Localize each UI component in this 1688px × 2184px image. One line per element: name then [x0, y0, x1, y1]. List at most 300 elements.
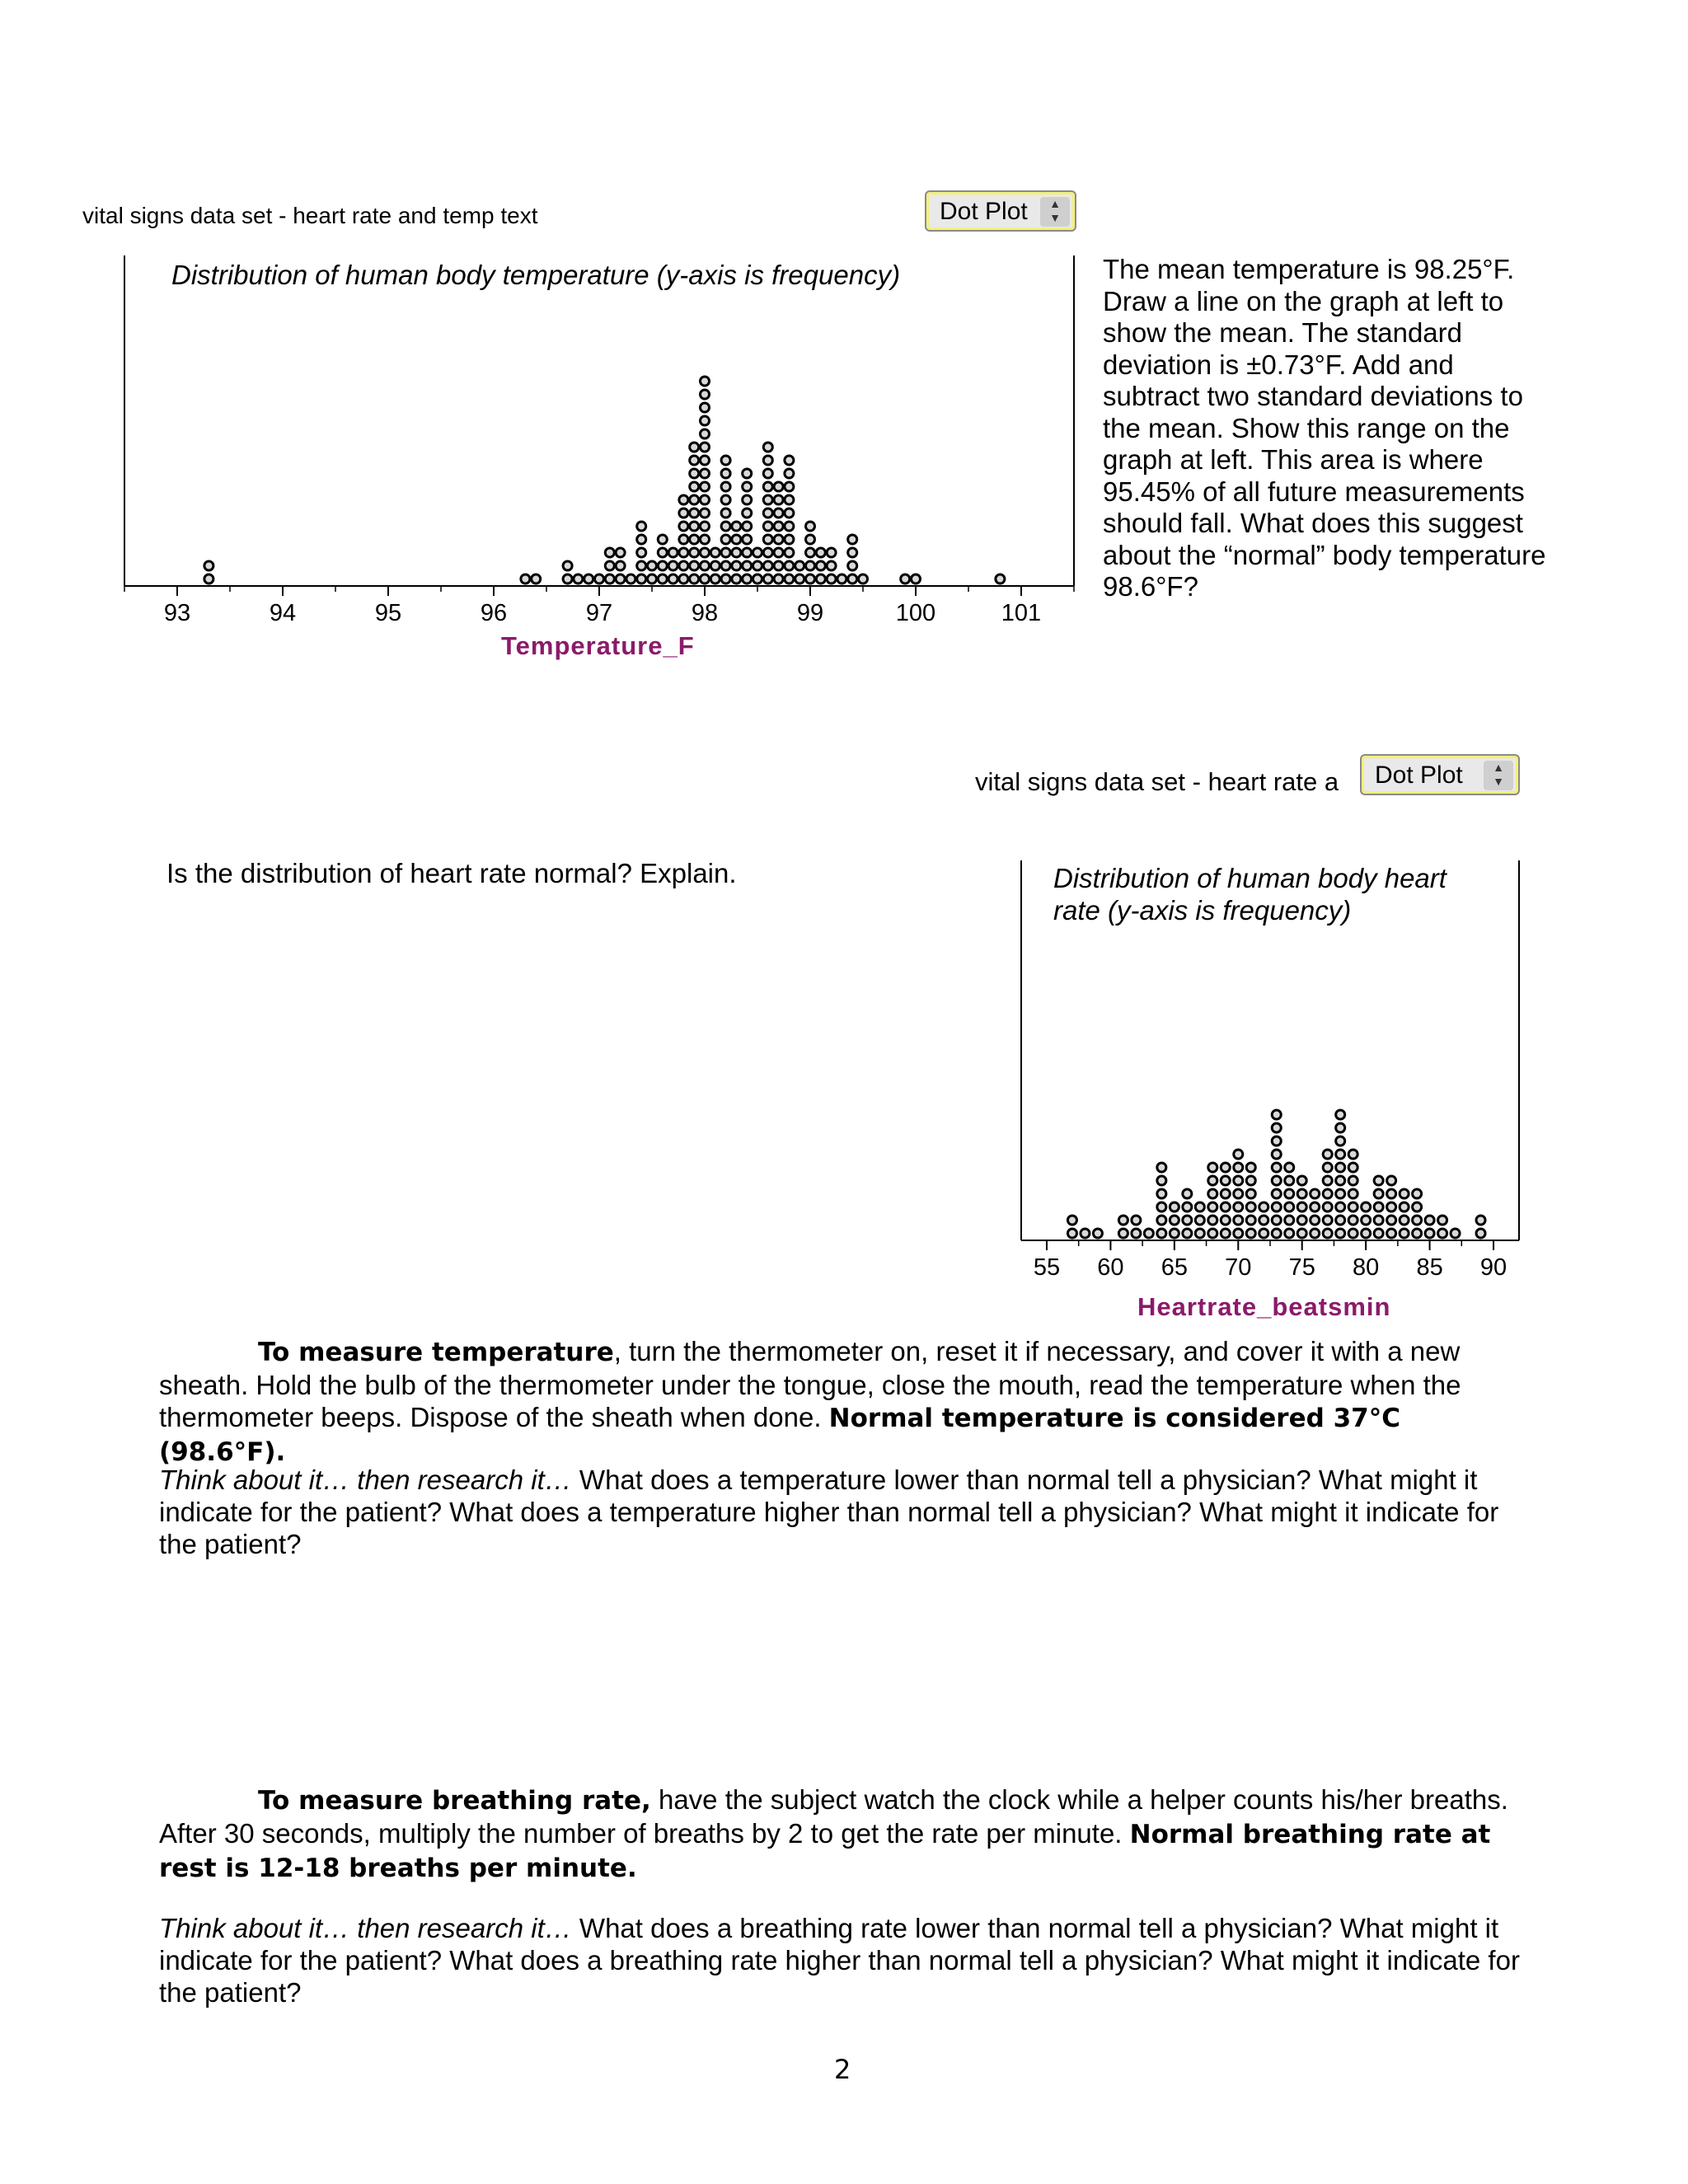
- data-point: [1285, 1176, 1294, 1185]
- temp-plot-type-select[interactable]: [925, 190, 1076, 232]
- data-point: [1400, 1189, 1409, 1198]
- data-point: [1234, 1216, 1243, 1225]
- data-point: [785, 574, 794, 583]
- data-point: [1221, 1216, 1230, 1225]
- x-tick-label: 96: [480, 600, 508, 626]
- data-point: [721, 482, 730, 491]
- data-point: [1246, 1202, 1255, 1212]
- data-point: [1285, 1229, 1294, 1238]
- data-point: [848, 535, 857, 544]
- data-point: [679, 509, 688, 518]
- data-point: [1336, 1163, 1345, 1172]
- data-point: [626, 574, 635, 583]
- data-point: [701, 495, 710, 504]
- data-point: [721, 469, 730, 478]
- data-point: [1336, 1123, 1345, 1132]
- temp-dataset-caption: vital signs data set - heart rate and temp text: [82, 203, 538, 228]
- x-tick-label: 97: [585, 600, 613, 626]
- data-point: [912, 574, 921, 583]
- data-point: [668, 574, 678, 583]
- data-point: [1311, 1216, 1320, 1225]
- data-point: [721, 574, 730, 583]
- x-tick-label: 101: [1001, 600, 1042, 626]
- data-point: [1195, 1202, 1204, 1212]
- data-point: [732, 574, 741, 583]
- temperature-normal: Normal temperature is considered 37°C (98.6°F).: [159, 1404, 1400, 1467]
- data-point: [1413, 1216, 1422, 1225]
- data-point: [1183, 1202, 1192, 1212]
- data-point: [1234, 1150, 1243, 1159]
- data-point: [701, 429, 710, 438]
- data-point: [1157, 1202, 1166, 1212]
- data-point: [859, 574, 868, 583]
- data-point: [616, 548, 625, 557]
- data-point: [701, 390, 710, 399]
- data-point: [1336, 1150, 1345, 1159]
- data-point: [743, 482, 752, 491]
- page-number: 2: [834, 2054, 851, 2085]
- stepper-arrows-icon: ▲ ▼: [1040, 197, 1070, 227]
- data-point: [743, 535, 752, 544]
- heart-chart-panel: [1018, 855, 1522, 1333]
- data-point: [1157, 1229, 1166, 1238]
- data-point: [1348, 1163, 1357, 1172]
- data-point: [1297, 1189, 1306, 1198]
- data-point: [785, 535, 794, 544]
- data-point: [721, 561, 730, 570]
- x-tick-label: 90: [1479, 1254, 1507, 1281]
- data-point: [1297, 1229, 1306, 1238]
- data-point: [785, 561, 794, 570]
- data-point: [616, 561, 625, 570]
- data-point: [732, 548, 741, 557]
- data-point: [1348, 1176, 1357, 1185]
- data-point: [690, 535, 699, 544]
- data-point: [1336, 1110, 1345, 1119]
- data-point: [721, 548, 730, 557]
- data-point: [1208, 1163, 1217, 1172]
- data-point: [763, 574, 772, 583]
- data-point: [1297, 1176, 1306, 1185]
- data-point: [763, 509, 772, 518]
- data-point: [1221, 1163, 1230, 1172]
- data-point: [648, 561, 657, 570]
- breathing-think-lead: Think about it… then research it…: [159, 1913, 572, 1943]
- data-point: [710, 574, 720, 583]
- data-point: [827, 574, 836, 583]
- data-point: [1348, 1216, 1357, 1225]
- data-point: [1323, 1150, 1332, 1159]
- data-point: [806, 535, 815, 544]
- data-point: [785, 469, 794, 478]
- data-point: [1323, 1216, 1332, 1225]
- data-point: [1285, 1189, 1294, 1198]
- data-point: [1234, 1202, 1243, 1212]
- data-point: [1118, 1229, 1128, 1238]
- data-point: [1259, 1216, 1268, 1225]
- data-point: [1425, 1229, 1434, 1238]
- data-point: [1234, 1163, 1243, 1172]
- x-tick-label: 94: [269, 600, 297, 626]
- temp-dot-plot: [120, 247, 1077, 676]
- data-point: [605, 574, 614, 583]
- data-point: [1208, 1202, 1217, 1212]
- data-point: [774, 561, 783, 570]
- temp-mean-question: The mean temperature is 98.25°F. Draw a line on the graph at left to show the mean. The standard deviation is ±0.73°F. Add and subtract two standard deviations to the mean. Show this range on the graph at left. This area is where 95.45% of all future measurements should fall. What does this suggest about the “normal” body temperature 98.6°F?: [1103, 254, 1546, 602]
- data-point: [732, 522, 741, 531]
- data-point: [1374, 1202, 1383, 1212]
- data-point: [1451, 1229, 1460, 1238]
- data-point: [701, 574, 710, 583]
- data-point: [721, 509, 730, 518]
- data-point: [690, 509, 699, 518]
- data-point: [1246, 1229, 1255, 1238]
- data-point: [1208, 1216, 1217, 1225]
- data-point: [605, 548, 614, 557]
- data-point: [658, 574, 667, 583]
- data-point: [668, 548, 678, 557]
- x-tick-label: 95: [374, 600, 402, 626]
- data-point: [1387, 1216, 1396, 1225]
- data-point: [1425, 1216, 1434, 1225]
- data-point: [1311, 1189, 1320, 1198]
- data-point: [584, 574, 593, 583]
- data-point: [1348, 1150, 1357, 1159]
- data-point: [1195, 1229, 1204, 1238]
- data-point: [721, 495, 730, 504]
- data-point: [901, 574, 910, 583]
- data-point: [743, 469, 752, 478]
- breathing-normal: Normal breathing rate at rest is 12-18 breaths per minute.: [159, 1820, 1491, 1883]
- data-point: [1323, 1202, 1332, 1212]
- data-point: [763, 456, 772, 465]
- x-tick-label: 99: [796, 600, 824, 626]
- breathing-text: have the subject watch the clock while a helper counts his/her breaths. After 30 seconds, multiply the number of breaths by 2 to get the rate per minute.: [159, 1784, 1508, 1849]
- data-point: [1272, 1189, 1281, 1198]
- data-point: [637, 548, 646, 557]
- data-point: [1387, 1189, 1396, 1198]
- data-point: [1438, 1229, 1447, 1238]
- breathing-instructions: [159, 1783, 1531, 1885]
- data-point: [1323, 1176, 1332, 1185]
- data-point: [690, 574, 699, 583]
- data-point: [806, 561, 815, 570]
- data-point: [1144, 1229, 1153, 1238]
- data-point: [1246, 1189, 1255, 1198]
- heart-axis-title: Heartrate_beatsmin: [1137, 1292, 1391, 1321]
- data-point: [1272, 1123, 1281, 1132]
- data-point: [1323, 1229, 1332, 1238]
- data-point: [1336, 1216, 1345, 1225]
- data-point: [532, 574, 541, 583]
- data-point: [1323, 1163, 1332, 1172]
- data-point: [1413, 1202, 1422, 1212]
- data-point: [701, 509, 710, 518]
- data-point: [763, 443, 772, 452]
- data-point: [1272, 1150, 1281, 1159]
- data-point: [732, 561, 741, 570]
- heart-dot-plot: [1018, 855, 1522, 1333]
- data-point: [1272, 1202, 1281, 1212]
- data-point: [795, 561, 804, 570]
- data-point: [1132, 1216, 1141, 1225]
- data-point: [1259, 1229, 1268, 1238]
- data-point: [1297, 1216, 1306, 1225]
- data-point: [658, 535, 667, 544]
- data-point: [637, 574, 646, 583]
- temp-plot-type-label: Dot Plot: [940, 198, 1028, 225]
- data-point: [701, 482, 710, 491]
- data-point: [785, 482, 794, 491]
- data-point: [710, 561, 720, 570]
- data-point: [1438, 1216, 1447, 1225]
- data-point: [1387, 1229, 1396, 1238]
- data-point: [1259, 1202, 1268, 1212]
- data-point: [605, 561, 614, 570]
- temperature-text: , turn the thermometer on, reset it if necessary, and cover it with a new sheath. Hold the bulb of the thermometer under the tongue, close the mouth, read the temperature when the thermometer beeps. Dispose of the sheath when done.: [159, 1336, 1461, 1432]
- data-point: [1374, 1229, 1383, 1238]
- data-point: [848, 561, 857, 570]
- data-point: [1362, 1216, 1371, 1225]
- data-point: [785, 548, 794, 557]
- data-point: [701, 403, 710, 412]
- data-point: [1195, 1216, 1204, 1225]
- data-point: [701, 522, 710, 531]
- data-point: [690, 495, 699, 504]
- data-point: [1183, 1216, 1192, 1225]
- data-point: [701, 469, 710, 478]
- data-point: [679, 574, 688, 583]
- data-point: [574, 574, 583, 583]
- data-point: [721, 456, 730, 465]
- data-point: [668, 561, 678, 570]
- data-point: [648, 574, 657, 583]
- data-point: [710, 548, 720, 557]
- data-point: [637, 535, 646, 544]
- data-point: [763, 561, 772, 570]
- data-point: [1297, 1202, 1306, 1212]
- data-point: [701, 548, 710, 557]
- data-point: [1400, 1202, 1409, 1212]
- data-point: [753, 574, 762, 583]
- data-point: [1208, 1176, 1217, 1185]
- data-point: [806, 548, 815, 557]
- data-point: [1374, 1176, 1383, 1185]
- data-point: [1272, 1229, 1281, 1238]
- data-point: [1348, 1229, 1357, 1238]
- temp-chart-panel: [120, 247, 1077, 676]
- data-point: [774, 522, 783, 531]
- data-point: [996, 574, 1005, 583]
- data-point: [679, 522, 688, 531]
- data-point: [1272, 1110, 1281, 1119]
- data-point: [743, 548, 752, 557]
- data-point: [1311, 1202, 1320, 1212]
- data-point: [690, 469, 699, 478]
- data-point: [701, 456, 710, 465]
- data-point: [774, 482, 783, 491]
- data-point: [690, 456, 699, 465]
- stepper-arrows-icon: ▲ ▼: [1484, 761, 1513, 790]
- data-point: [679, 535, 688, 544]
- x-tick-label: 80: [1353, 1254, 1380, 1281]
- data-point: [1221, 1176, 1230, 1185]
- data-point: [595, 574, 604, 583]
- data-point: [763, 522, 772, 531]
- data-point: [763, 469, 772, 478]
- data-point: [1132, 1229, 1141, 1238]
- heart-chart-title: Distribution of human body heart rate (y-axis is frequency): [1053, 863, 1447, 926]
- data-point: [637, 522, 646, 531]
- data-point: [1336, 1202, 1345, 1212]
- data-point: [1234, 1189, 1243, 1198]
- data-point: [1208, 1229, 1217, 1238]
- data-point: [1170, 1229, 1179, 1238]
- data-point: [795, 574, 804, 583]
- heart-plot-type-select[interactable]: [1360, 754, 1520, 795]
- heart-dataset-caption: vital signs data set - heart rate a: [975, 767, 1339, 796]
- data-point: [1081, 1229, 1090, 1238]
- breathing-think-question: [159, 1912, 1531, 2008]
- data-point: [1336, 1189, 1345, 1198]
- breathing-think-text: What does a breathing rate lower than normal tell a physician? What might it indicate for the patient? What does a breathing rate higher than normal tell a physician? What might it indicate for the patient?: [159, 1913, 1520, 2008]
- data-point: [1387, 1176, 1396, 1185]
- data-point: [1221, 1202, 1230, 1212]
- temperature-think-lead: Think about it… then research it…: [159, 1465, 572, 1495]
- data-point: [1157, 1189, 1166, 1198]
- data-point: [1336, 1229, 1345, 1238]
- data-point: [1323, 1189, 1332, 1198]
- data-point: [690, 548, 699, 557]
- data-point: [1157, 1216, 1166, 1225]
- data-point: [1170, 1216, 1179, 1225]
- data-point: [1234, 1229, 1243, 1238]
- data-point: [1272, 1137, 1281, 1146]
- data-point: [1387, 1202, 1396, 1212]
- data-point: [690, 561, 699, 570]
- data-point: [753, 548, 762, 557]
- x-tick-label: 55: [1033, 1254, 1061, 1281]
- data-point: [1234, 1176, 1243, 1185]
- data-point: [658, 561, 667, 570]
- data-point: [204, 574, 213, 583]
- x-tick-label: 60: [1097, 1254, 1124, 1281]
- data-point: [816, 548, 825, 557]
- data-point: [1157, 1163, 1166, 1172]
- data-point: [763, 495, 772, 504]
- temperature-think-question: [159, 1464, 1531, 1560]
- data-point: [1183, 1189, 1192, 1198]
- data-point: [563, 561, 572, 570]
- data-point: [204, 561, 213, 570]
- data-point: [701, 561, 710, 570]
- data-point: [785, 456, 794, 465]
- data-point: [658, 548, 667, 557]
- data-point: [701, 416, 710, 425]
- data-point: [701, 535, 710, 544]
- data-point: [763, 535, 772, 544]
- data-point: [1311, 1229, 1320, 1238]
- data-point: [1246, 1216, 1255, 1225]
- data-point: [1374, 1216, 1383, 1225]
- data-point: [1362, 1202, 1371, 1212]
- data-point: [1067, 1229, 1076, 1238]
- data-point: [521, 574, 530, 583]
- data-point: [1272, 1216, 1281, 1225]
- data-point: [785, 509, 794, 518]
- x-tick-label: 85: [1416, 1254, 1443, 1281]
- data-point: [1348, 1189, 1357, 1198]
- data-point: [763, 482, 772, 491]
- data-point: [1118, 1216, 1128, 1225]
- data-point: [774, 535, 783, 544]
- data-point: [1221, 1189, 1230, 1198]
- temp-chart-title: Distribution of human body temperature (y-axis is frequency): [171, 260, 901, 290]
- x-tick-label: 65: [1160, 1254, 1188, 1281]
- data-point: [616, 574, 625, 583]
- temperature-instructions: [159, 1335, 1531, 1469]
- data-point: [1336, 1137, 1345, 1146]
- data-point: [701, 377, 710, 386]
- data-point: [827, 561, 836, 570]
- data-point: [785, 495, 794, 504]
- data-point: [774, 495, 783, 504]
- breathing-lead: To measure breathing rate,: [258, 1786, 651, 1816]
- data-point: [1413, 1189, 1422, 1198]
- data-point: [701, 443, 710, 452]
- data-point: [743, 561, 752, 570]
- data-point: [1246, 1163, 1255, 1172]
- data-point: [1285, 1163, 1294, 1172]
- data-point: [743, 509, 752, 518]
- x-tick-label: 75: [1288, 1254, 1315, 1281]
- data-point: [679, 561, 688, 570]
- data-point: [1272, 1163, 1281, 1172]
- data-point: [848, 548, 857, 557]
- data-point: [837, 574, 846, 583]
- data-point: [732, 535, 741, 544]
- data-point: [637, 561, 646, 570]
- x-tick-label: 98: [691, 600, 719, 626]
- data-point: [1183, 1229, 1192, 1238]
- data-point: [806, 574, 815, 583]
- data-point: [816, 561, 825, 570]
- data-point: [1362, 1229, 1371, 1238]
- temperature-think-text: What does a temperature lower than normal tell a physician? What might it indicate for the patient? What does a temperature higher than normal tell a physician? What might it indicate for the patient?: [159, 1465, 1499, 1559]
- data-point: [1413, 1229, 1422, 1238]
- data-point: [679, 495, 688, 504]
- data-point: [1285, 1216, 1294, 1225]
- data-point: [721, 535, 730, 544]
- data-point: [690, 522, 699, 531]
- data-point: [1067, 1216, 1076, 1225]
- data-point: [690, 443, 699, 452]
- data-point: [1157, 1176, 1166, 1185]
- data-point: [1400, 1229, 1409, 1238]
- data-point: [1400, 1216, 1409, 1225]
- data-point: [753, 561, 762, 570]
- data-point: [1093, 1229, 1102, 1238]
- data-point: [1246, 1176, 1255, 1185]
- data-point: [774, 548, 783, 557]
- heart-normal-question: Is the distribution of heart rate normal? Explain.: [166, 858, 737, 888]
- data-point: [1170, 1202, 1179, 1212]
- data-point: [563, 574, 572, 583]
- heart-plot-type-label: Dot Plot: [1375, 762, 1463, 789]
- data-point: [785, 522, 794, 531]
- x-tick-label: 93: [163, 600, 191, 626]
- temperature-lead: To measure temperature: [258, 1338, 614, 1367]
